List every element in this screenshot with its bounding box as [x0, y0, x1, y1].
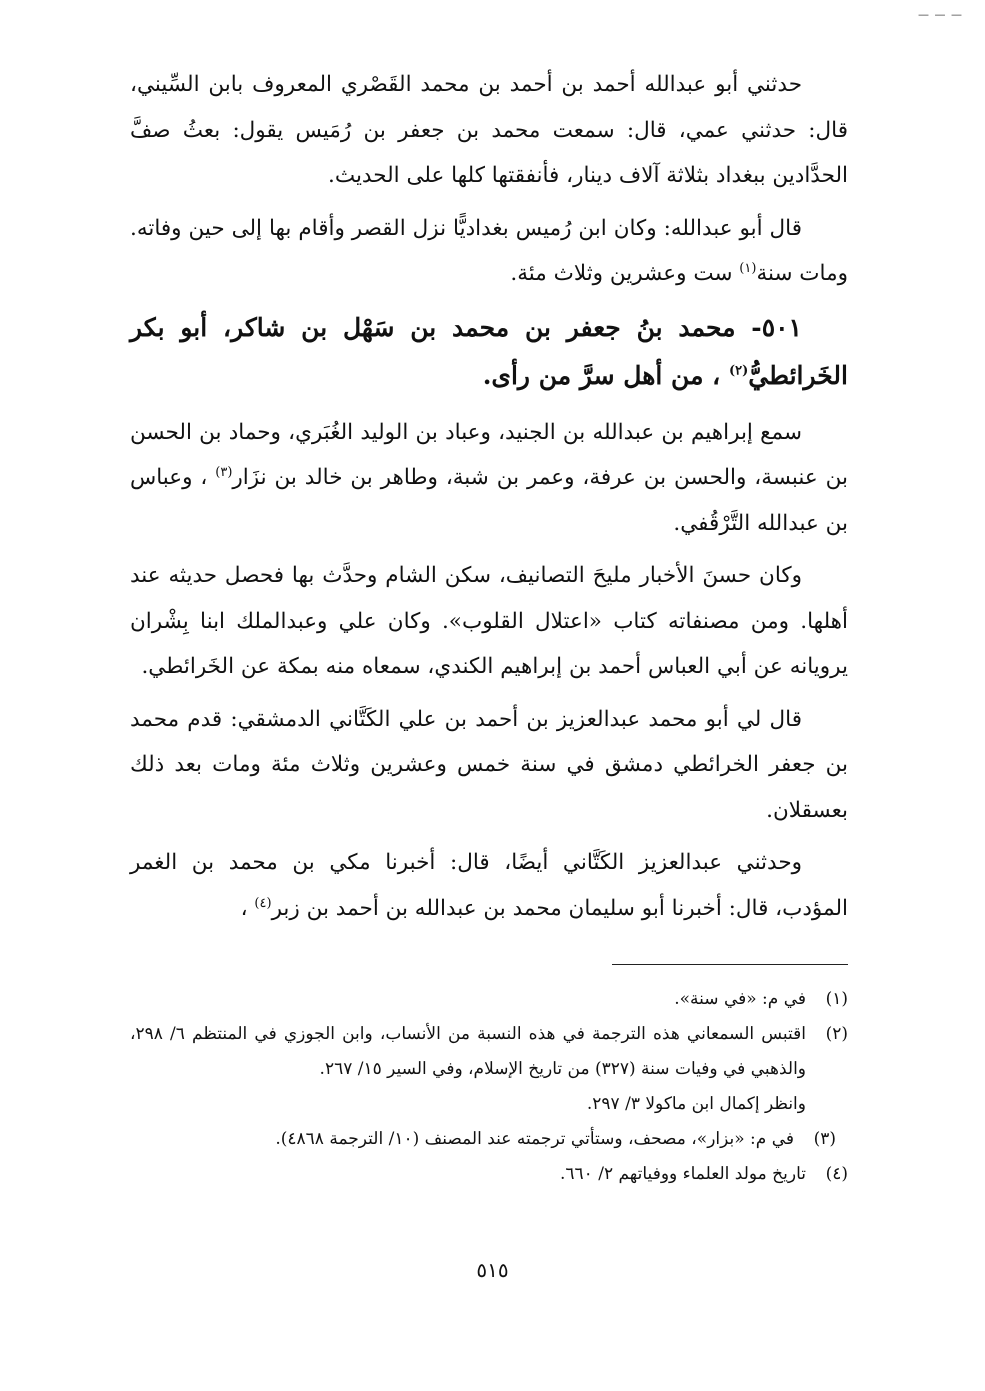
- paragraph-2-text-b: ست وعشرين وثلاث مئة.: [510, 261, 740, 286]
- footnotes: [130, 982, 848, 1192]
- entry-heading-text-b: ، من أهل سرَّ من رأى.: [482, 360, 729, 390]
- paragraph-6: [130, 840, 848, 931]
- footnote-number: (١): [825, 989, 848, 1009]
- footnote-number: (٣): [813, 1129, 836, 1149]
- paragraph-6-text-b: ،: [240, 895, 255, 921]
- footnote-ref-3: (٣): [215, 464, 233, 480]
- paragraph-5: قال لي أبو محمد عبدالعزيز بن أحمد بن علي الكَتَّاني الدمشقي: قدم محمد بن جعفر الخرائطي دمشق في سنة خمس وعشرين وثلاث مئة ومات بعد ذلك بعسقلان.: [130, 706, 848, 823]
- footnote-1: [130, 982, 848, 1017]
- footnote-text: اقتبس السمعاني هذه الترجمة في هذه النسبة من الأنساب، وابن الجوزي في المنتظم ٦/ ٢٩٨، والذهبي في وفيات سنة (٣٢٧) من تاريخ الإسلام، وفي السير ١٥/ ٢٦٧.: [130, 1024, 806, 1079]
- page-number: ٥١٥: [476, 1258, 509, 1282]
- footnote-separator: [612, 964, 848, 965]
- footnote-number: [806, 1087, 848, 1122]
- footnote-text: في م: «بزار»، مصحف، وستأتي ترجمته عند المصنف (١٠/ الترجمة ٤٨٦٨).: [275, 1129, 794, 1149]
- footnote-4: [130, 1157, 848, 1192]
- paragraph-6-text-a: وحدثني عبدالعزيز الكَتَّاني أيضًا، قال: أخبرنا مكي بن محمد بن الغمر المؤدب، قال: أخبرنا أبو سليمان محمد بن عبدالله بن أحمد بن زبر: [130, 850, 848, 921]
- footnote-text: وانظر إكمال ابن ماكولا ٣/ ٢٩٧.: [586, 1094, 806, 1114]
- footnote-number: (٢): [825, 1024, 848, 1044]
- paragraph-1: حدثني أبو عبدالله أحمد بن أحمد بن محمد القَصْري المعروف بابن السِّيني، قال: حدثني عمي، قال: سمعت محمد بن جعفر بن رُمَيس يقول: بعثُ صفَّ الحدَّادين ببغداد بثلاثة آلاف دينار، فأنفقتها كلها على الحديث.: [130, 72, 848, 188]
- main-text: [130, 62, 848, 938]
- corner-mark: — — —: [918, 8, 963, 21]
- paragraph-3: [130, 410, 848, 547]
- footnote-2-continued: [130, 1087, 848, 1122]
- paragraph-2: [130, 206, 848, 297]
- footnote-text: تاريخ مولد العلماء ووفياتهم ٢/ ٦٦٠.: [560, 1164, 806, 1184]
- footnote-number: (٤): [825, 1164, 848, 1184]
- footnote-text: في م: «في سنة».: [674, 989, 806, 1009]
- entry-heading: [130, 304, 848, 400]
- footnote-2: [130, 1017, 848, 1087]
- footnote-ref-1: (١): [739, 260, 757, 276]
- paragraph-3-text-b: ، وعباس بن عبدالله التَّرْقُفي.: [130, 465, 848, 536]
- footnote-ref-4: (٤): [254, 895, 272, 911]
- footnote-ref-2: (٢): [728, 363, 749, 379]
- paragraph-2-text-a: قال أبو عبدالله: وكان ابن رُميس بغداديًّا نزل القصر وأقام بها إلى حين وفاته. ومات سنة: [130, 215, 848, 286]
- paragraph-4: وكان حسنَ الأخبار مليحَ التصانيف، سكن الشام وحدَّث بها فحصل حديثه عند أهلها. ومن مصنفاته كتاب «اعتلال القلوب». وكان علي وعبدالملك ابنا بِشْران يرويانه عن أبي العباس أحمد بن إبراهيم الكندي، سمعاه منه بمكة عن الخَرائطي.: [130, 563, 848, 679]
- footnote-3: [130, 1122, 848, 1157]
- entry-heading-text-a: ٥٠١- محمد بنُ جعفر بن محمد بن سَهْل بن شاكر، أبو بكر الخَرائطيُّ: [130, 312, 848, 390]
- paragraph-3-text-a: سمع إبراهيم بن عبدالله بن الجنيد، وعباد بن الوليد الغُبَري، وحماد بن الحسن بن عنبسة، والحسن بن عرفة، وعمر بن شبة، وطاهر بن خالد بن نزَار: [130, 419, 849, 490]
